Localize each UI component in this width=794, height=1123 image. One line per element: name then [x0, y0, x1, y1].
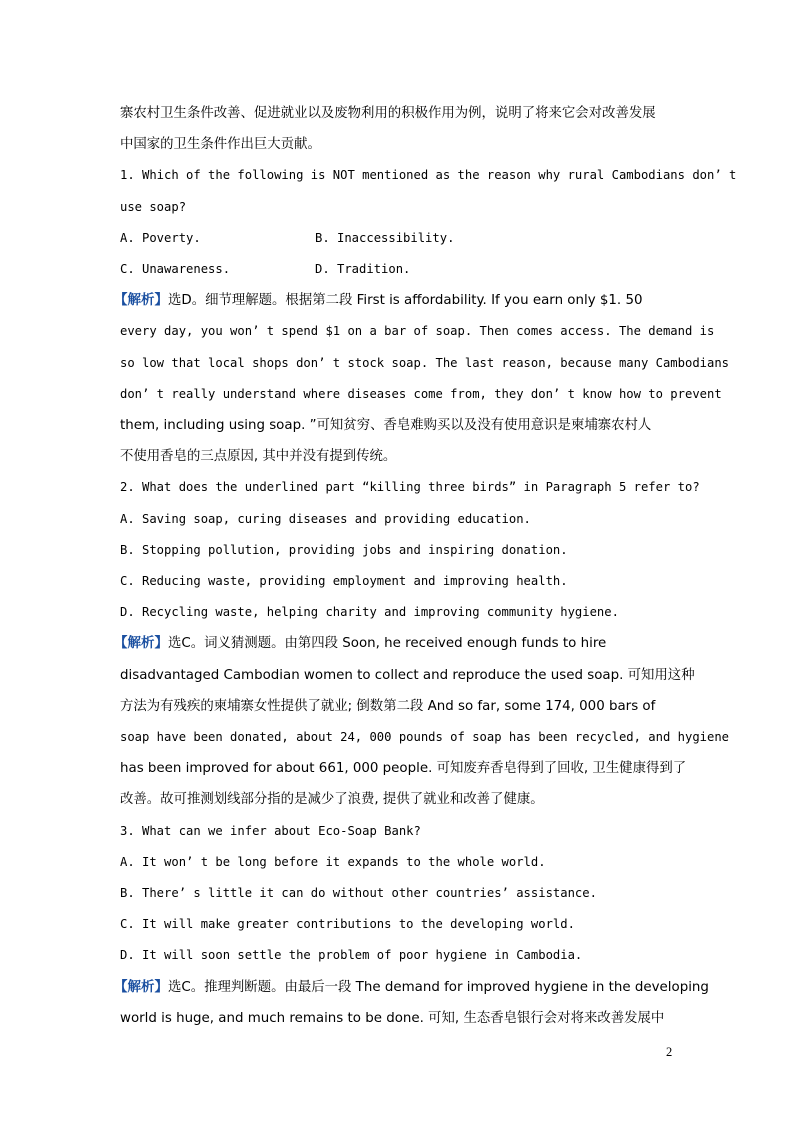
text-line	[120, 791, 544, 807]
text-line	[120, 199, 186, 215]
line-text: 中国家的卫生条件作出巨大贡献。	[120, 137, 321, 153]
line-text: B. There’ s little it can do without other countries’ assistance.	[120, 886, 597, 900]
line-text: B. Stopping pollution, providing jobs and inspiring donation.	[120, 542, 568, 557]
option-right: B. Inaccessibility.	[315, 230, 455, 245]
text-line	[114, 292, 642, 308]
text-line	[114, 979, 709, 995]
line-text: use soap?	[120, 199, 187, 214]
line-text: 方法为有残疾的柬埔寨女性提供了就业; 倒数第二段 And so far, some 174, 000 bars of	[120, 698, 656, 714]
text-line	[120, 230, 455, 246]
text-line	[120, 448, 396, 464]
text-line	[120, 417, 651, 433]
text-line	[120, 573, 568, 589]
analysis-tag: 【解析】	[114, 292, 168, 309]
line-text: 选C。推理判断题。由最后一段 The demand for improved hygiene in the developing	[168, 979, 709, 995]
page-number: 2	[666, 1045, 673, 1059]
line-text: 2. What does the underlined part “killing three birds” in Paragraph 5 refer to?	[120, 480, 700, 495]
text-line	[120, 261, 411, 277]
text-line	[120, 1010, 664, 1026]
text-line	[120, 604, 619, 620]
option-right: D. Tradition.	[315, 262, 411, 276]
text-line	[120, 136, 321, 152]
line-text: don’ t really understand where diseases come from, they don’ t know how to prevent	[120, 386, 722, 401]
line-text: C. It will make greater contributions to the developing world.	[120, 917, 575, 932]
line-text: 改善。故可推测划线部分指的是减少了浪费, 提供了就业和改善了健康。	[120, 792, 544, 808]
line-text: 选D。细节理解题。根据第二段 First is affordability. If you earn only $1. 50	[168, 293, 643, 309]
line-text: disadvantaged Cambodian women to collect and reproduce the used soap. 可知用这种	[120, 667, 695, 683]
line-text: D. It will soon settle the problem of poor hygiene in Cambodia.	[120, 948, 583, 963]
line-text: D. Recycling waste, helping charity and improving community hygiene.	[120, 605, 619, 620]
line-text: 3. What can we infer about Eco-Soap Bank?	[120, 823, 421, 838]
option-left: C. Unawareness.	[120, 262, 231, 276]
text-line	[120, 479, 700, 495]
text-line	[120, 947, 582, 963]
line-text: C. Reducing waste, providing employment and improving health.	[120, 574, 568, 588]
line-text: every day, you won’ t spend $1 on a bar of soap. Then comes access. The demand is	[120, 324, 715, 339]
line-text: soap have been donated, about 24, 000 pounds of soap has been recycled, and hygiene	[120, 730, 730, 744]
text-line	[120, 729, 729, 745]
text-line	[120, 916, 575, 932]
text-line	[120, 323, 714, 339]
line-text: 1. Which of the following is NOT mentioned as the reason why rural Cambodians don’ t	[120, 168, 737, 183]
line-text: 寨农村卫生条件改善、促进就业以及废物利用的积极作用为例，说明了将来它会对改善发展	[120, 106, 656, 121]
line-text: A. It won’ t be long before it expands to the whole world.	[120, 854, 546, 869]
text-line	[120, 823, 421, 839]
text-line	[120, 386, 722, 402]
text-line	[120, 854, 546, 870]
line-text: 不使用香皂的三点原因, 其中并没有提到传统。	[120, 449, 397, 465]
line-text: A. Saving soap, curing diseases and providing education.	[120, 511, 531, 526]
text-line	[120, 667, 695, 683]
text-line	[120, 542, 568, 558]
analysis-tag: 【解析】	[114, 635, 168, 652]
text-line	[120, 511, 531, 527]
text-line	[120, 760, 686, 776]
line-text: has been improved for about 661, 000 people. 可知废弃香皂得到了回收, 卫生健康得到了	[120, 761, 687, 777]
text-line	[120, 698, 655, 714]
analysis-tag: 【解析】	[114, 978, 168, 995]
text-line	[120, 167, 736, 183]
line-text: world is huge, and much remains to be done. 可知, 生态香皂银行会对将来改善发展中	[120, 1010, 665, 1026]
text-line	[120, 105, 656, 121]
option-left: A. Poverty.	[120, 230, 201, 245]
line-text: so low that local shops don’ t stock soap. The last reason, because many Cambodians	[120, 355, 730, 370]
text-line	[120, 355, 729, 371]
line-text: 选C。词义猜测题。由第四段 Soon, he received enough funds to hire	[168, 636, 607, 652]
text-line	[114, 635, 606, 651]
line-text: them, including using soap. ”可知贫穷、香皂难购买以及没有使用意识是柬埔寨农村人	[120, 418, 652, 433]
text-line	[120, 885, 597, 901]
